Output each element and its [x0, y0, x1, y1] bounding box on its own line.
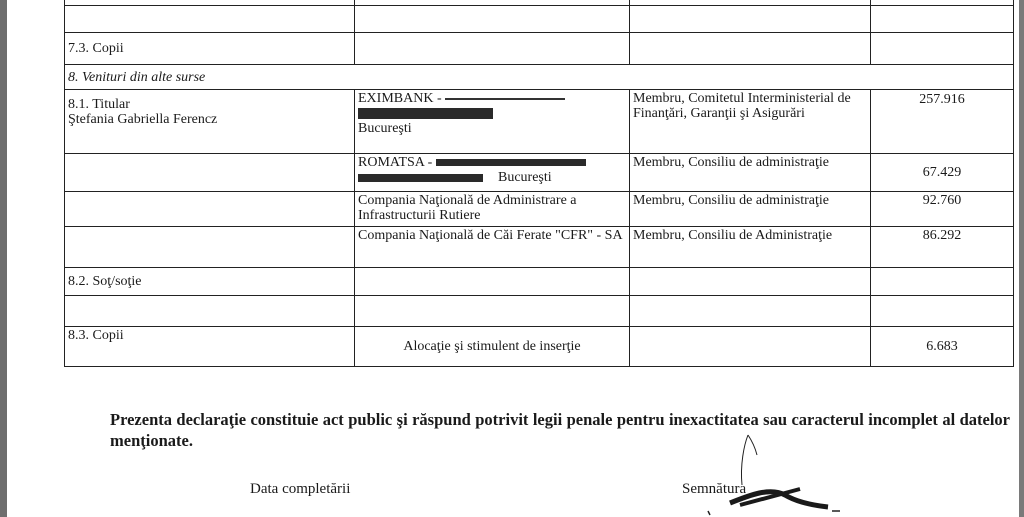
- row-8-1-label: 8.1. Titular: [68, 97, 130, 112]
- section-header-row: [65, 65, 1014, 90]
- source-name: EXIMBANK -: [358, 91, 442, 106]
- table-row: [65, 296, 1014, 327]
- table-row: [65, 33, 1014, 65]
- table-row: [65, 268, 1014, 296]
- table-cell: [355, 6, 630, 33]
- table-cell: [630, 6, 871, 33]
- table-cell: [630, 327, 871, 367]
- table-cell: [630, 33, 871, 65]
- table-cell: [355, 33, 630, 65]
- handwritten-signature: [700, 425, 850, 517]
- role-cell: Membru, Comitetul Interministerial de Finanţări, Garanţii şi Asigurări: [630, 90, 871, 154]
- page-right-edge: [1019, 0, 1024, 517]
- role-cell: Membru, Consiliu de administraţie: [630, 192, 871, 227]
- redaction-mark: [358, 108, 493, 119]
- source-cell: [355, 90, 630, 154]
- table-cell: [355, 268, 630, 296]
- redaction-mark: [358, 174, 483, 182]
- table-cell: [871, 268, 1014, 296]
- row-8-2-label: 8.2. Soţ/soţie: [65, 268, 355, 296]
- table-cell: [355, 296, 630, 327]
- table-cell: [65, 192, 355, 227]
- amount-cell: 92.760: [871, 192, 1014, 227]
- table-row: [65, 90, 1014, 154]
- table-cell: [65, 154, 355, 192]
- row-8-3-label: 8.3. Copii: [65, 327, 355, 367]
- table-cell: [65, 227, 355, 268]
- role-cell: Membru, Consiliu de administraţie: [630, 154, 871, 192]
- income-table: [64, 0, 1014, 367]
- amount-cell: 86.292: [871, 227, 1014, 268]
- table-cell: [65, 296, 355, 327]
- table-cell: [871, 6, 1014, 33]
- table-row: [65, 6, 1014, 33]
- amount-cell: 6.683: [871, 327, 1014, 367]
- row-7-3-label: 7.3. Copii: [65, 33, 355, 65]
- table-cell: [65, 6, 355, 33]
- page-left-edge: [0, 0, 7, 517]
- role-cell: Membru, Consiliu de Administraţie: [630, 227, 871, 268]
- source-name: ROMATSA -: [358, 155, 433, 170]
- table-cell: [630, 296, 871, 327]
- source-cell: Alocaţie şi stimulent de inserţie: [355, 327, 630, 367]
- amount-cell: 67.429: [871, 154, 1014, 192]
- table-row: [65, 154, 1014, 192]
- redaction-mark: [436, 159, 586, 166]
- section-8-title: 8. Venituri din alte surse: [65, 65, 1014, 90]
- source-city: Bucureşti: [498, 170, 552, 185]
- titular-name: Ştefania Gabriella Ferencz: [68, 112, 218, 127]
- table-cell: [871, 33, 1014, 65]
- source-cell: Compania Naţională de Administrare a Infrastructurii Rutiere: [355, 192, 630, 227]
- completion-date-label: Data completării: [250, 481, 351, 497]
- source-cell: [355, 154, 630, 192]
- source-city: Bucureşti: [358, 121, 412, 136]
- amount-cell: 257.916: [871, 90, 1014, 154]
- table-row: [65, 327, 1014, 367]
- table-cell: [630, 268, 871, 296]
- legal-statement: Prezenta declaraţie constituie act public şi răspund potrivit legii penale pentru inexactitatea sau caracterul incomplet al datelor menţionate.: [110, 410, 1010, 450]
- titular-cell: [65, 90, 355, 154]
- signature-label: Semnătura: [682, 481, 747, 497]
- table-cell: [871, 296, 1014, 327]
- source-cell: Compania Naţională de Căi Ferate "CFR" - SA: [355, 227, 630, 268]
- redaction-mark: [445, 98, 565, 100]
- table-row: [65, 227, 1014, 268]
- table-row: [65, 192, 1014, 227]
